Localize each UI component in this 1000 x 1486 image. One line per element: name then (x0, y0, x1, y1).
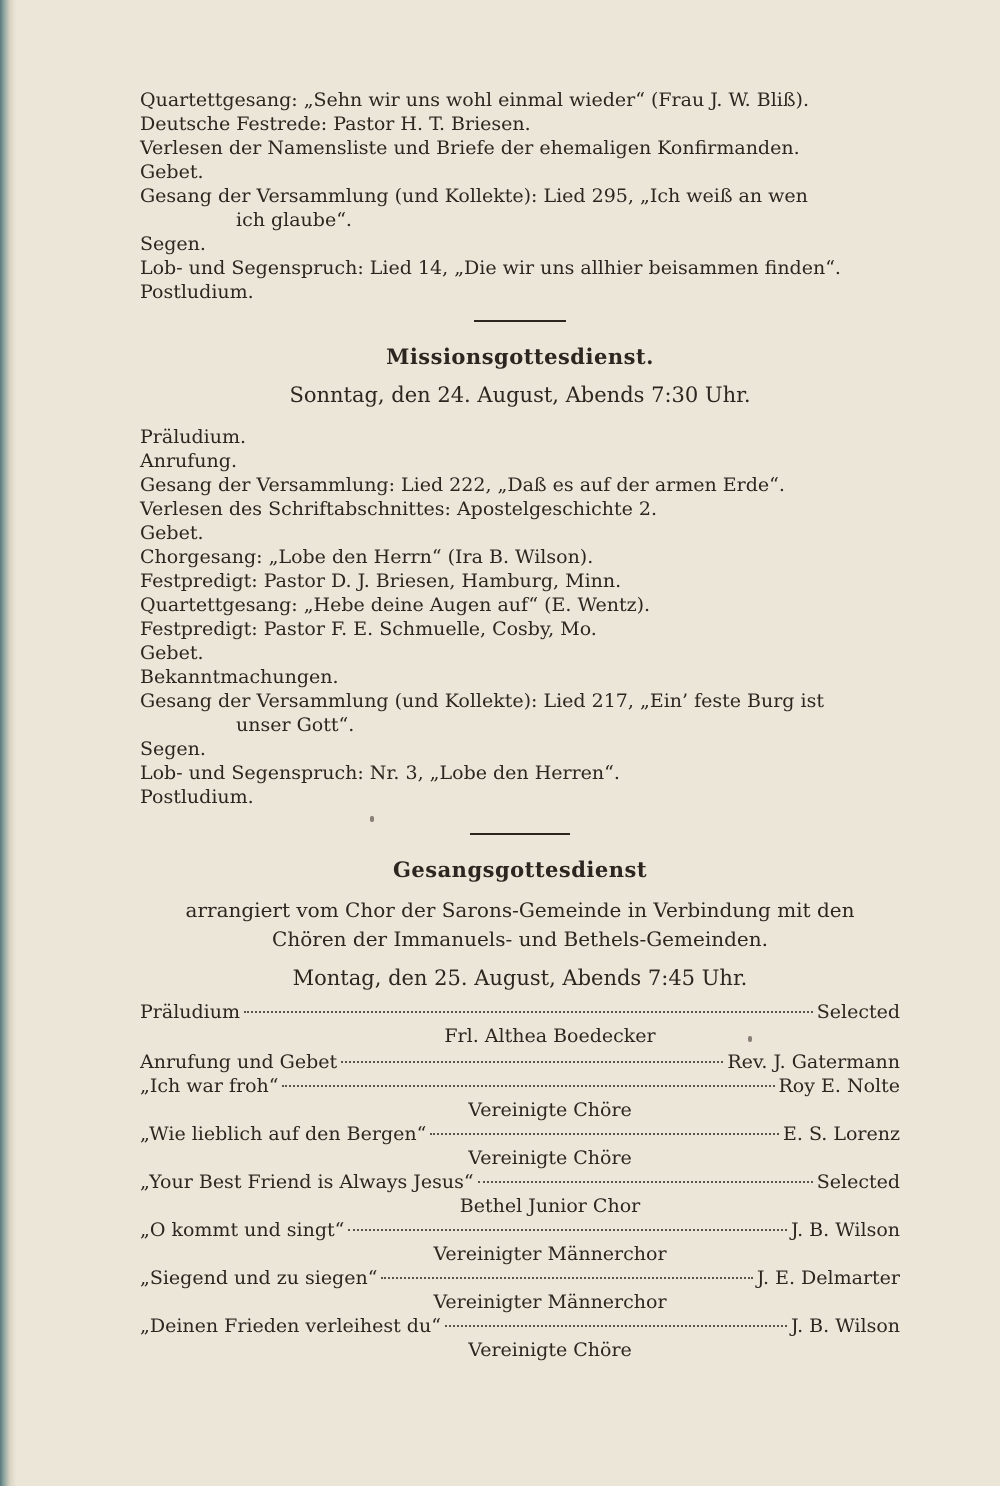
program-item-continuation: unser Gott“. (236, 714, 355, 736)
program-performer: Vereinigter Männerchor (433, 1291, 667, 1313)
leader-dots (381, 1277, 752, 1279)
section-heading: Gesangsgottesdienst (392, 857, 648, 882)
leader-dots (244, 1011, 813, 1013)
section-divider (474, 320, 566, 322)
program-performer: Vereinigter Männerchor (433, 1243, 667, 1265)
service-date: Sonntag, den 24. August, Abends 7:30 Uhr. (289, 383, 751, 407)
program-item: Gesang der Versammlung (und Kollekte): Lied 217, „Ein’ feste Burg ist (140, 690, 824, 712)
program-item: Anrufung. (140, 450, 237, 472)
program-composer: J. B. Wilson (790, 1219, 900, 1241)
leader-dots (341, 1061, 723, 1063)
program-item: Festpredigt: Pastor D. J. Briesen, Hamburg, Minn. (140, 570, 622, 592)
program-item: Gebet. (140, 161, 204, 183)
program-title: „Deinen Frieden verleihest du“ (140, 1315, 441, 1337)
program-entry (140, 1000, 900, 1048)
program-performer: Vereinigte Chöre (468, 1147, 632, 1169)
program-list (140, 1000, 900, 1362)
program-entry (140, 1314, 900, 1362)
program-item: Lob- und Segenspruch: Nr. 3, „Lobe den Herren“. (140, 762, 620, 784)
program-composer: Roy E. Nolte (778, 1075, 900, 1097)
program-title: „Wie lieblich auf den Bergen“ (140, 1123, 427, 1145)
page-content (140, 88, 900, 1362)
program-item: Quartettgesang: „Sehn wir uns wohl einmal wieder“ (Frau J. W. Bliß). (140, 89, 809, 111)
program-item: Festpredigt: Pastor F. E. Schmuelle, Cosby, Mo. (140, 618, 597, 640)
program-composer: Rev. J. Gatermann (727, 1051, 900, 1073)
section-anniversary-end (140, 88, 900, 304)
program-composer: J. E. Delmarter (756, 1267, 900, 1289)
paper-speck (748, 1036, 752, 1042)
program-item: Segen. (140, 738, 206, 760)
leader-dots (478, 1181, 813, 1183)
program-entry (140, 1266, 900, 1314)
program-composer: Selected (816, 1001, 900, 1023)
program-item: Lob- und Segenspruch: Lied 14, „Die wir uns allhier beisammen finden“. (140, 257, 841, 279)
program-performer: Vereinigte Chöre (468, 1339, 632, 1361)
program-title: Anrufung und Gebet (140, 1051, 338, 1073)
program-composer: J. B. Wilson (790, 1315, 900, 1337)
program-composer: E. S. Lorenz (783, 1123, 900, 1145)
program-item-continuation: ich glaube“. (236, 209, 352, 231)
leader-dots (348, 1229, 787, 1231)
program-entry (140, 1170, 900, 1218)
program-item: Gebet. (140, 642, 204, 664)
section-mission-service (140, 344, 900, 809)
program-title: „Ich war froh“ (140, 1075, 279, 1097)
program-item: Bekanntmachungen. (140, 666, 339, 688)
program-item: Verlesen des Schriftabschnittes: Apostelgeschichte 2. (140, 498, 658, 520)
program-title: Präludium (140, 1001, 241, 1023)
section-heading: Missionsgottesdienst. (386, 344, 654, 369)
program-item: Postludium. (140, 281, 254, 303)
service-date: Montag, den 25. August, Abends 7:45 Uhr. (292, 966, 748, 990)
leader-dots (430, 1133, 779, 1135)
program-entry (140, 1050, 900, 1074)
service-intro-line: arrangiert vom Chor der Sarons-Gemeinde in Verbindung mit den (185, 898, 855, 922)
program-item: Gesang der Versammlung: Lied 222, „Daß es auf der armen Erde“. (140, 474, 785, 496)
program-composer: Selected (816, 1171, 900, 1193)
program-item: Quartettgesang: „Hebe deine Augen auf“ (E. Wentz). (140, 594, 651, 616)
program-entry (140, 1074, 900, 1122)
paper-speck (370, 816, 374, 822)
leader-dots (282, 1085, 774, 1087)
program-item: Postludium. (140, 786, 254, 808)
section-divider (470, 833, 570, 835)
service-intro-line: Chören der Immanuels- und Bethels-Gemeinden. (272, 927, 768, 951)
program-title: „Your Best Friend is Always Jesus“ (140, 1171, 474, 1193)
program-entry (140, 1122, 900, 1170)
program-title: „Siegend und zu siegen“ (140, 1267, 378, 1289)
program-item: Gebet. (140, 522, 204, 544)
leader-dots (445, 1325, 787, 1327)
page-binding-edge (0, 0, 16, 1486)
program-performer: Vereinigte Chöre (468, 1099, 632, 1121)
program-title: „O kommt und singt“ (140, 1219, 345, 1241)
program-item: Deutsche Festrede: Pastor H. T. Briesen. (140, 113, 531, 135)
program-item: Präludium. (140, 426, 247, 448)
program-entry (140, 1218, 900, 1266)
program-item: Gesang der Versammlung (und Kollekte): Lied 295, „Ich weiß an wen (140, 185, 808, 207)
program-performer: Frl. Althea Boedecker (444, 1025, 656, 1047)
section-song-service (140, 857, 900, 1362)
program-performer: Bethel Junior Chor (459, 1195, 641, 1217)
program-item: Chorgesang: „Lobe den Herrn“ (Ira B. Wilson). (140, 546, 594, 568)
program-item: Verlesen der Namensliste und Briefe der ehemaligen Konfirmanden. (140, 137, 800, 159)
program-item: Segen. (140, 233, 206, 255)
